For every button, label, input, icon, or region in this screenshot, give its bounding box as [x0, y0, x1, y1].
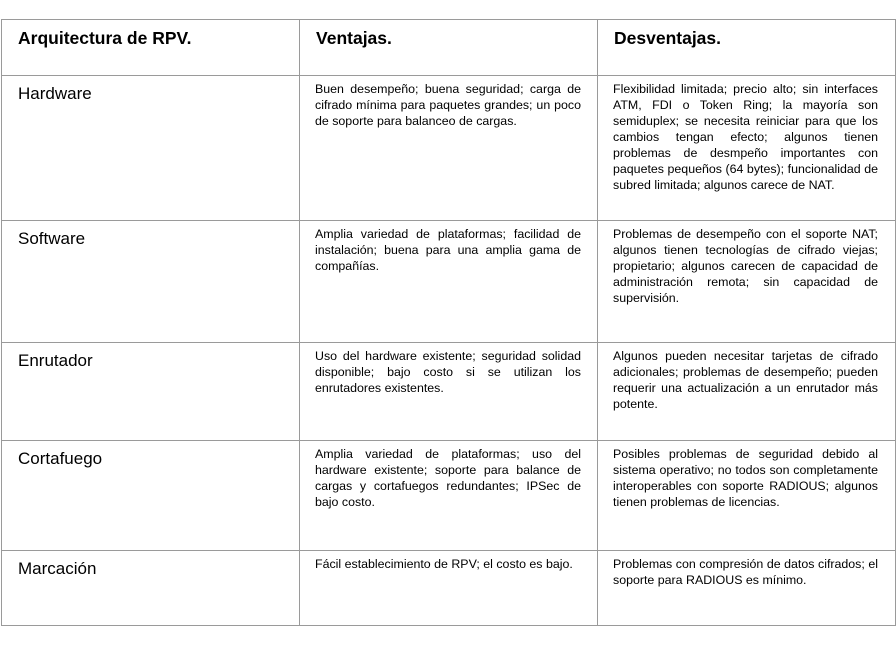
header-advantages-label: Ventajas.	[316, 28, 392, 48]
advantages-cell	[300, 441, 598, 551]
header-disadvantages-label: Desventajas.	[614, 28, 722, 48]
architecture-name: Hardware	[18, 84, 92, 103]
table-header-row	[2, 20, 896, 76]
advantages-cell	[300, 551, 598, 626]
disadvantages-text: Posibles problemas de seguridad debido al sistema operativo; no todos son completamente interoperables con soporte RADIOUS; algunos tienen problemas de licencias.	[613, 447, 878, 509]
disadvantages-text: Flexibilidad limitada; precio alto; sin interfaces ATM, FDI o Token Ring; la mayoría son semiduplex; se necesita reiniciar para que los cambios tengan efecto; algunos tienen problemas de desmpeño importantes con paquetes pequeños (64 bytes); funcionalidad de subred limitada; algunos carece de NAT.	[613, 82, 878, 192]
architecture-cell	[2, 343, 300, 441]
header-disadvantages	[598, 20, 896, 76]
architecture-name: Software	[18, 229, 86, 248]
disadvantages-cell	[598, 221, 896, 343]
advantages-cell	[300, 221, 598, 343]
header-architecture	[2, 20, 300, 76]
advantages-cell	[300, 76, 598, 221]
advantages-text: Buen desempeño; buena seguridad; carga de cifrado mínima para paquetes grandes; un poco de soporte para balanceo de cargas.	[315, 82, 581, 128]
architecture-name: Enrutador	[18, 351, 93, 370]
disadvantages-text: Problemas de desempeño con el soporte NAT; algunos tienen tecnologías de cifrado viejas; propietario; algunos carecen de capacidad de administración remota; sin capacidad de supervisión.	[613, 227, 878, 305]
disadvantages-cell	[598, 441, 896, 551]
advantages-text: Amplia variedad de plataformas; uso del hardware existente; soporte para balance de cargas y cortafuegos redundantes; IPSec de bajo costo.	[315, 447, 581, 509]
disadvantages-cell	[598, 76, 896, 221]
architecture-cell	[2, 551, 300, 626]
table-row	[2, 221, 896, 343]
advantages-text: Fácil establecimiento de RPV; el costo es bajo.	[315, 557, 573, 571]
advantages-text: Uso del hardware existente; seguridad solidad disponible; bajo costo si se utilizan los enrutadores existentes.	[315, 349, 581, 395]
architecture-name: Cortafuego	[18, 449, 103, 468]
disadvantages-text: Problemas con compresión de datos cifrados; el soporte para RADIOUS es mínimo.	[613, 557, 878, 587]
advantages-text: Amplia variedad de plataformas; facilidad de instalación; buena para una amplia gama de compañías.	[315, 227, 581, 273]
disadvantages-text: Algunos pueden necesitar tarjetas de cifrado adicionales; problemas de desempeño; pueden requerir una actualización a un enrutador más potente.	[613, 349, 878, 411]
header-advantages	[300, 20, 598, 76]
table-row	[2, 441, 896, 551]
table-row	[2, 76, 896, 221]
disadvantages-cell	[598, 551, 896, 626]
disadvantages-cell	[598, 343, 896, 441]
vpn-architecture-table	[1, 19, 896, 626]
architecture-name: Marcación	[18, 559, 97, 578]
architecture-cell	[2, 221, 300, 343]
architecture-cell	[2, 441, 300, 551]
table-row	[2, 343, 896, 441]
table-row	[2, 551, 896, 626]
header-architecture-label: Arquitectura de RPV.	[18, 28, 192, 48]
architecture-cell	[2, 76, 300, 221]
advantages-cell	[300, 343, 598, 441]
